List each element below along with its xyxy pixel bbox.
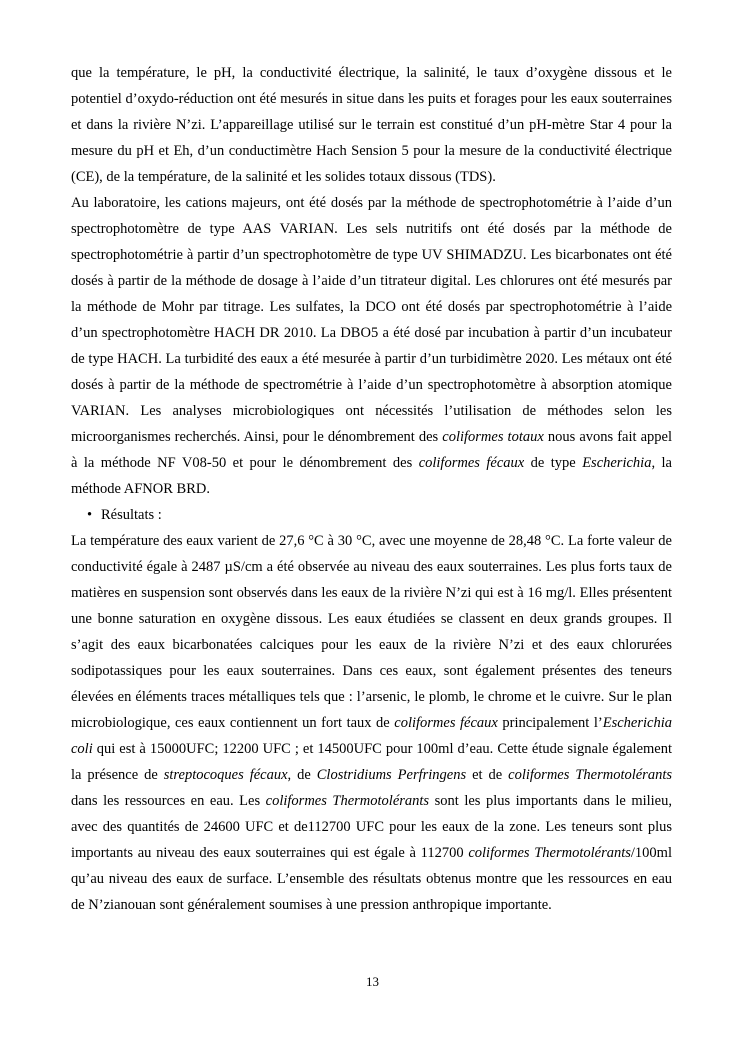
italic-term: Clostridiums Perfringens — [316, 767, 467, 783]
text-run: nous avons fait appel à la méthode NF V08-50 et pour le dénombrement des — [71, 429, 673, 471]
page-number: 13 — [366, 974, 379, 989]
text-run: et de — [466, 767, 509, 783]
bullet-icon: • — [87, 507, 93, 523]
italic-term: coliformes Thermotolérants — [265, 793, 430, 809]
italic-term: Escherichia coli — [71, 715, 672, 757]
italic-term: Escherichia — [582, 455, 652, 471]
italic-term: coliformes fécaux — [418, 455, 525, 471]
text-run: Au laboratoire, les cations majeurs, ont été dosés par la méthode de spectrophotométrie à l’aide d’un spectrophotomètre de type AAS VARIAN. Les sels nutritifs ont été dosés par la méthode de spectrophotométrie à partir d’un spectrophotomètre de type UV SHIMADZU. Les bicarbonates ont été dosés à partir de la méthode de dosage à l’aide d’un titrateur digital. Les chlorures ont été mesurés par la méthode de Mohr par titrage. Les sulfates, la DCO ont été dosés par spectrophotométrie à l’aide d’un spectrophotomètre HACH DR 2010. La DBO5 a été dosé par incubation à partir d’un incubateur de type HACH. La turbidité des eaux a été mesurée à partir d’un turbidimètre 2020. Les métaux ont été dosés à partir de la méthode de spectrométrie à l’aide d’un spectrophotomètre à absorption atomique VARIAN. Les analyses microbiologiques ont nécessités l’utilisation de méthodes selon les microorganismes recherchés. Ainsi, pour le dénombrement des — [71, 195, 672, 445]
text-run: qui est à 15000UFC; 12200 UFC ; et 14500UFC pour 100ml d’eau. Cette étude signale également la présence de — [71, 741, 672, 783]
paragraph-text: que la température, le pH, la conductivité électrique, la salinité, le taux d’oxygène dissous et le potentiel d’oxydo-réduction ont été mesurés in situe dans les puits et forages pour les eaux souterraines et dans la rivière N’zi. L’appareillage utilisé sur le terrain est constitué d’un pH-mètre Star 4 pour la mesure du pH et Eh, d’un conductimètre Hach Sension 5 pour la mesure de la conductivité électrique (CE), de la température, de la salinité et les solides totaux dissous (TDS). — [71, 65, 672, 185]
document-page — [71, 60, 672, 918]
text-run: dans les ressources en eau. Les — [71, 793, 266, 809]
italic-term: coliformes Thermotolérants — [508, 767, 672, 783]
italic-term: coliformes fécaux — [394, 715, 498, 731]
text-run: , la méthode AFNOR BRD. — [71, 455, 672, 497]
paragraph-methods-laboratory — [71, 190, 672, 502]
bullet-label: Résultats : — [101, 507, 162, 523]
paragraph-methods-field — [71, 60, 672, 190]
text-run: La température des eaux varient de 27,6 °C à 30 °C, avec une moyenne de 28,48 °C. La forte valeur de conductivité égale à 2487 µS/cm a été observée au niveau des eaux souterraines. Les plus forts taux de matières en suspension sont observés dans les eaux de la rivière N’zi qui est à 16 mg/l. Elles présentent une bonne saturation en oxygène dissous. Les eaux étudiées se classent en deux grands groupes. Il s’agit des eaux bicarbonatées calciques pour les eaux de la rivière N’zi et des eaux chlorurées sodipotassiques pour les eaux souterraines. Dans ces eaux, sont également présentes des teneurs élevées en éléments traces métalliques tels que : l’arsenic, le plomb, le chrome et le cuivre. Sur le plan microbiologique, ces eaux contiennent un fort taux de — [71, 533, 672, 731]
text-run: principalement l’ — [497, 715, 603, 731]
text-run: /100ml qu’au niveau des eaux de surface. L’ensemble des résultats obtenus montre que les ressources en eau de N’zianouan sont généralement soumises à une pression anthropique importante. — [71, 845, 672, 913]
text-run: sont les plus importants dans le milieu, avec des quantités de 24600 UFC et de112700 UFC pour les eaux de la zone. Les teneurs sont plus importants au niveau des eaux souterraines qui est égale à 112700 — [71, 793, 672, 861]
italic-term: coliformes Thermotolérants — [468, 845, 631, 861]
bullet-results-heading — [71, 502, 672, 528]
text-run: de type — [524, 455, 583, 471]
italic-term: coliformes totaux — [442, 429, 544, 445]
paragraph-results — [71, 528, 672, 918]
italic-term: streptocoques fécaux — [163, 767, 288, 783]
text-run: , de — [287, 767, 317, 783]
